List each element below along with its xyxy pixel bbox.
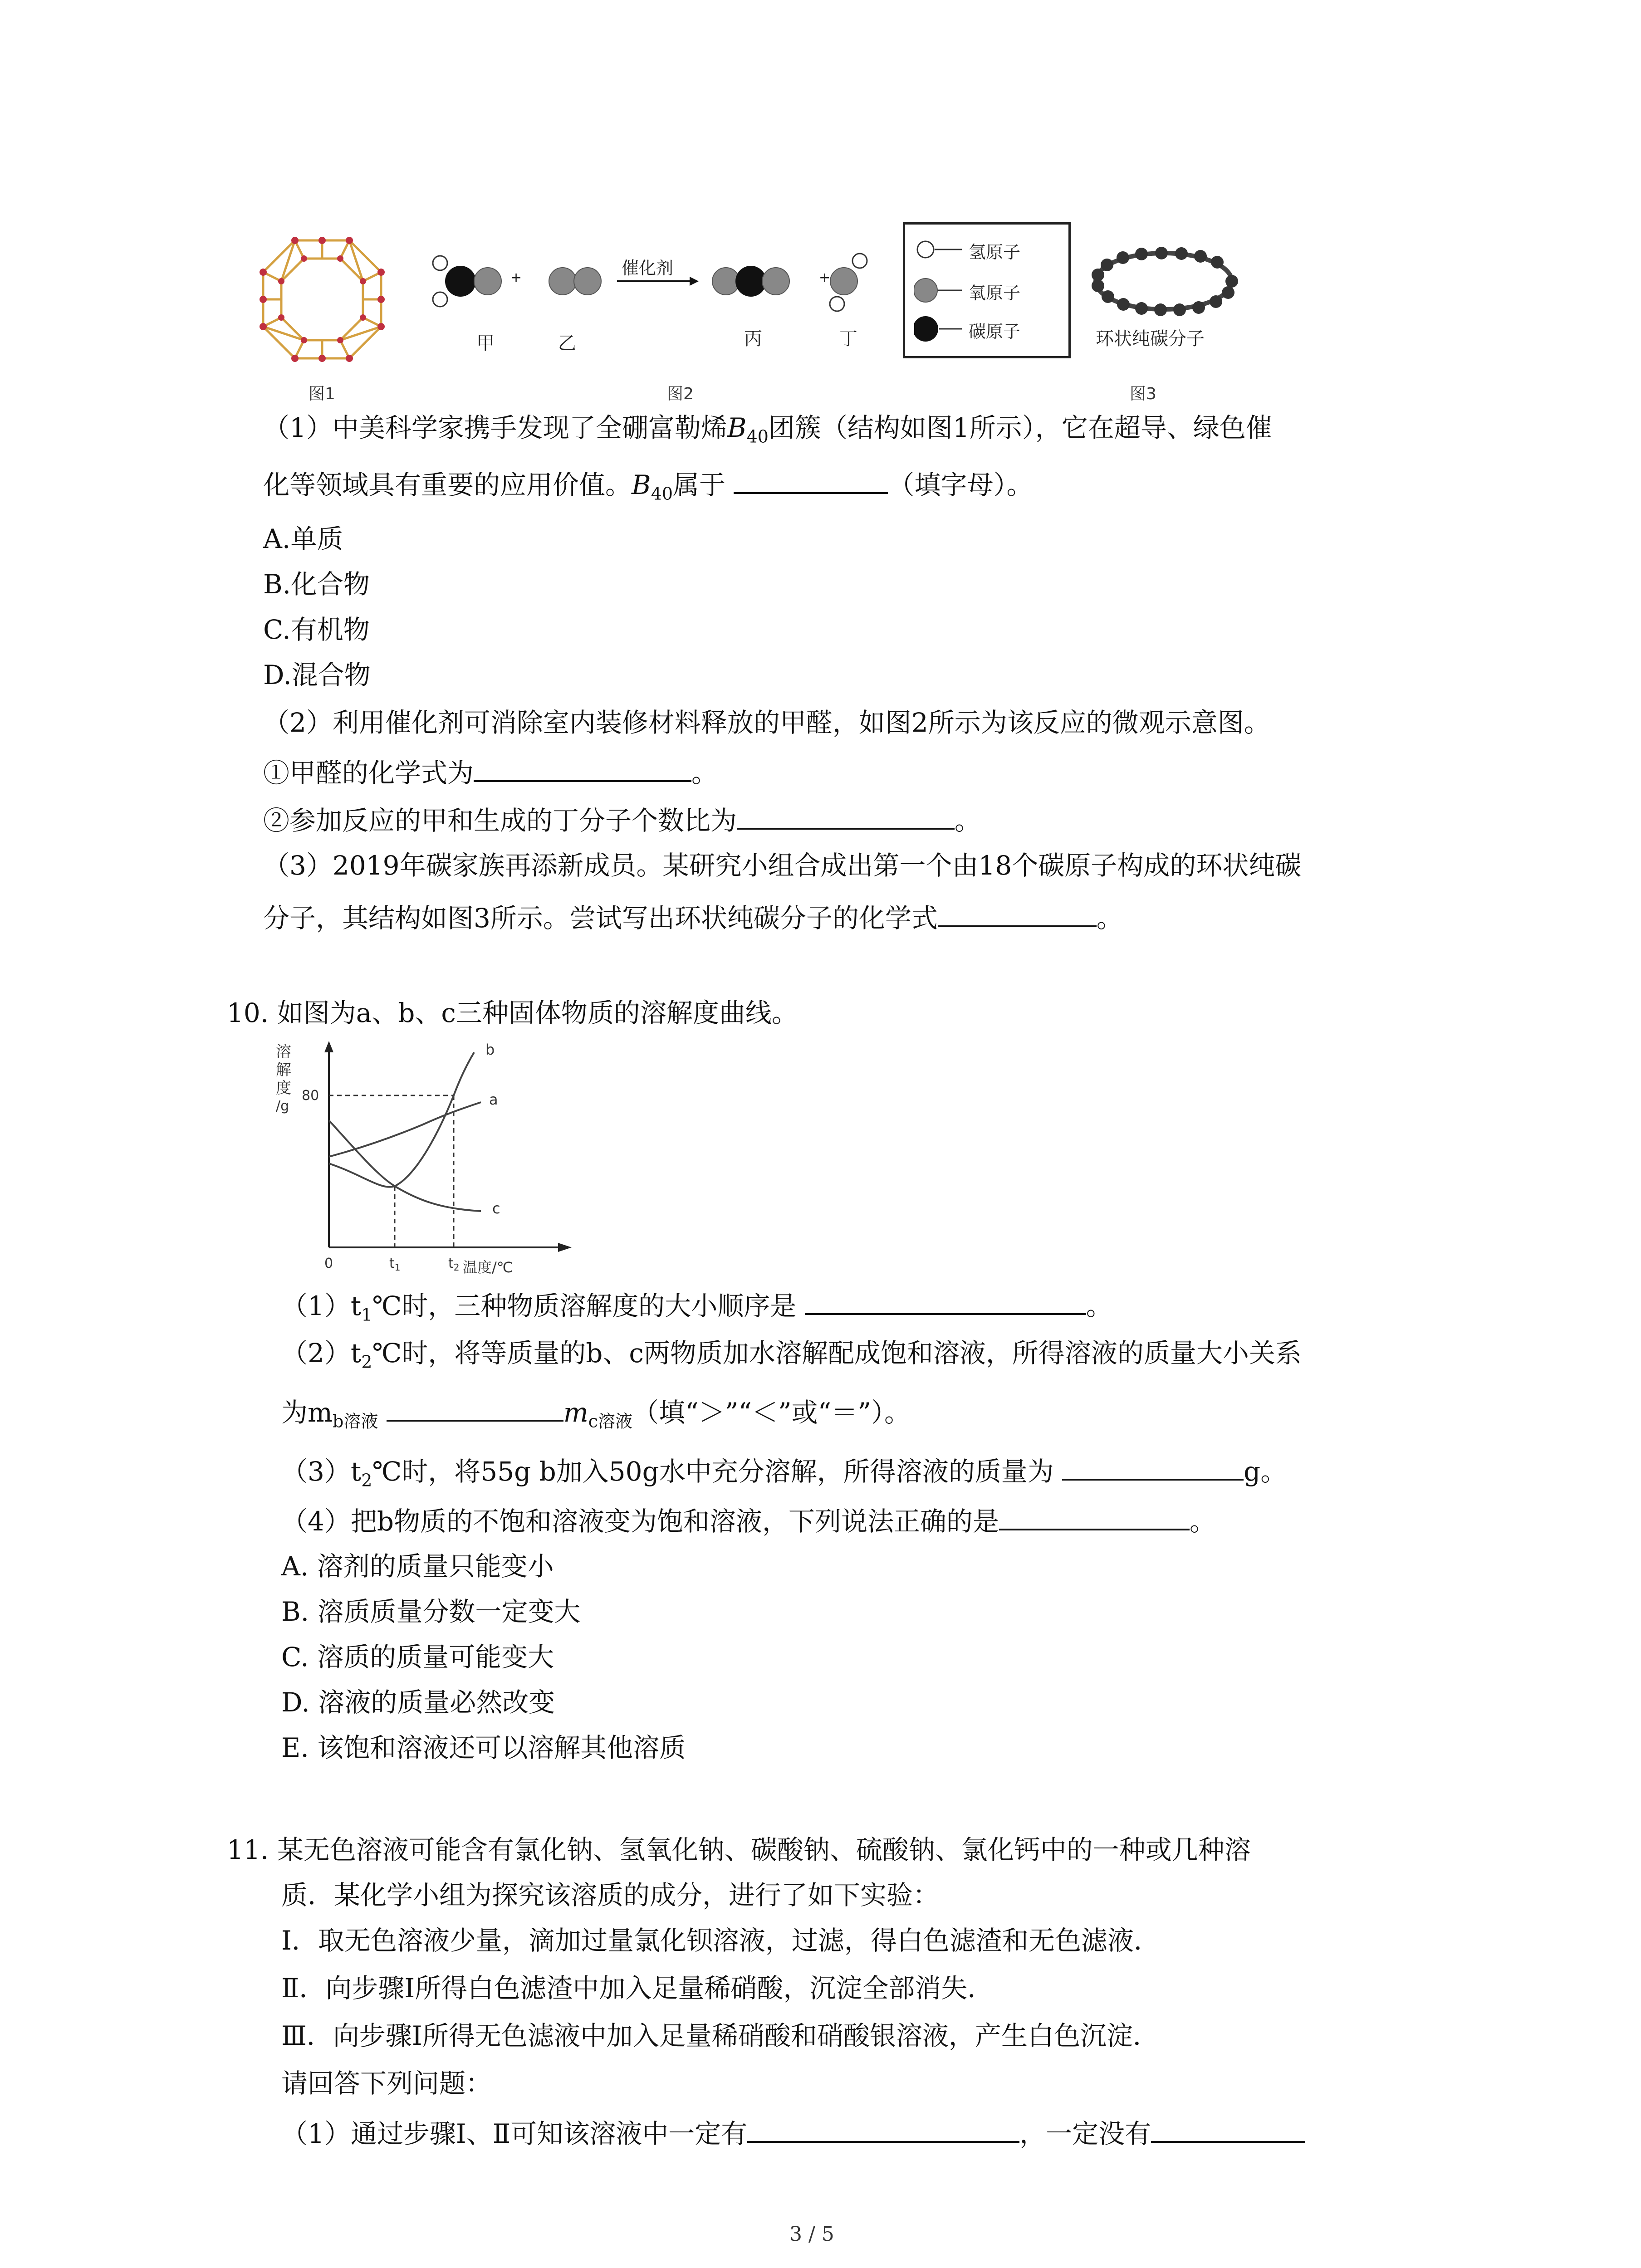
figure-row xyxy=(254,213,1307,408)
answer-blank-q9-3[interactable] xyxy=(737,801,955,830)
q10-p2-line1: $(2)t_2℃$时，将等质量的b、c两物质加水溶解配成饱和溶液，所得溶液的质量大小关系 xyxy=(281,1338,1302,1372)
answer-blank-q9-4[interactable] xyxy=(938,898,1097,927)
legend-oxygen: 氧原子 xyxy=(969,283,1021,303)
q9-p3-line1: （3）2019年碳家族再添新成员。某研究小组合成出第一个由18个碳原子构成的环状纯碳 xyxy=(263,850,1302,881)
answer-blank-q10-2[interactable] xyxy=(387,1393,563,1422)
catalyst-label: 催化剂 xyxy=(622,258,674,278)
y-tick-80: 80 xyxy=(302,1088,319,1104)
reaction-diagram xyxy=(426,240,962,336)
legend-carbon: 碳原子 xyxy=(969,322,1021,342)
legend-hydrogen: 氢原子 xyxy=(969,242,1021,262)
solubility-chart xyxy=(272,1039,581,1275)
q10-p4: （4）把b物质的不饱和溶液变为饱和溶液，下列说法正确的是 。 xyxy=(281,1501,1216,1539)
curve-b xyxy=(329,1052,474,1187)
label-jia: 甲 xyxy=(476,333,495,354)
x-axis-label: 温度/℃ xyxy=(463,1259,513,1275)
q9-option-a: A.单质 xyxy=(263,523,343,554)
q9-p1-line1: （1）中美科学家携手发现了全硼富勒烯$B_{40}$团簇（结构如图1所示），它在超导、绿色催 xyxy=(263,412,1272,447)
q10-p3: $(3)t_2℃$时，将55g b加入50g水中充分溶解，所得溶液的质量为 g。 xyxy=(281,1452,1287,1498)
figure-2-caption: 图2 xyxy=(667,385,694,403)
x-tick-t1: $t_1$ xyxy=(389,1256,401,1273)
answer-blank-q9-2[interactable] xyxy=(474,753,691,782)
q9-p2-1: ①甲醛的化学式为 。 xyxy=(263,753,718,790)
figure-3-caption: 图3 xyxy=(1130,385,1156,403)
plus-sign-1: + xyxy=(510,270,522,286)
page-number: 3 / 5 xyxy=(789,2223,834,2246)
curve-c xyxy=(329,1120,481,1211)
q10-intro: 10. 如图为a、b、c三种固体物质的溶解度曲线。 xyxy=(227,997,798,1028)
q10-p1: $(1)t_1℃$时，三种物质溶解度的大小顺序是 。 xyxy=(281,1286,1112,1332)
y-axis-label: 溶 xyxy=(276,1043,291,1061)
ring-label: 环状纯碳分子 xyxy=(1096,328,1205,349)
answer-blank-q11-2[interactable] xyxy=(1151,2114,1305,2143)
label-b: b xyxy=(485,1041,495,1058)
atom-legend xyxy=(903,222,1071,358)
q10-p2-line2: 为$m_{b溶液}$ $m_{c溶液}$（填“＞”“＜”或“＝”）。 xyxy=(281,1393,911,1439)
q9-p2: （2）利用催化剂可消除室内装修材料释放的甲醛，如图2所示为该反应的微观示意图。 xyxy=(263,707,1270,738)
q10-option-d: D. 溶液的质量必然改变 xyxy=(281,1687,555,1718)
plus-sign-2: + xyxy=(819,270,831,286)
q11-step2: Ⅱ．向步骤Ⅰ所得白色滤渣中加入足量稀硝酸，沉淀全部消失． xyxy=(281,1973,994,2004)
q9-p2-2: ②参加反应的甲和生成的丁分子个数比为 。 xyxy=(263,801,981,838)
answer-blank-q11-1[interactable] xyxy=(747,2114,1019,2143)
q10-option-a: A. 溶剂的质量只能变小 xyxy=(281,1551,554,1582)
x-tick-0: 0 xyxy=(324,1256,333,1271)
q10-option-b: B. 溶质质量分数一定变大 xyxy=(281,1596,581,1627)
answer-blank-q10-3[interactable] xyxy=(1062,1452,1244,1481)
q9-p3-line2: 分子，其结构如图3所示。尝试写出环状纯碳分子的化学式 。 xyxy=(263,898,1123,935)
q9-option-c: C.有机物 xyxy=(263,614,370,645)
label-yi: 乙 xyxy=(558,333,576,354)
boron-fullerene-figure xyxy=(254,231,390,367)
q9-p1-line2: 化等领域具有重要的应用价值。$B_{40}$属于 （填字母）。 xyxy=(263,465,1033,511)
q11-step3: Ⅲ．向步骤Ⅰ所得无色滤液中加入足量稀硝酸和硝酸银溶液，产生白色沉淀． xyxy=(281,2020,1159,2051)
label-c: c xyxy=(492,1200,500,1217)
svg-text:度: 度 xyxy=(276,1079,291,1097)
svg-text:解: 解 xyxy=(276,1061,291,1079)
label-ding: 丁 xyxy=(839,328,857,349)
q11-line2: 质．某化学小组为探究该溶质的成分，进行了如下实验： xyxy=(281,1880,940,1911)
svg-text:/g: /g xyxy=(276,1098,289,1114)
q11-line1: 11. 某无色溶液可能含有氯化钠、氢氧化钠、碳酸钠、硫酸钠、氯化钙中的一种或几种溶 xyxy=(227,1834,1251,1865)
q9-option-d: D.混合物 xyxy=(263,660,371,690)
answer-blank-q9-1[interactable] xyxy=(734,465,888,494)
label-bing: 丙 xyxy=(744,328,762,349)
q10-option-e: E. 该饱和溶液还可以溶解其他溶质 xyxy=(281,1732,686,1763)
figure-1-caption: 图1 xyxy=(309,385,335,403)
q10-option-c: C. 溶质的质量可能变大 xyxy=(281,1642,554,1672)
q9-option-b: B.化合物 xyxy=(263,569,370,600)
q11-step1: Ⅰ．取无色溶液少量，滴加过量氯化钡溶液，过滤，得白色滤渣和无色滤液． xyxy=(281,1925,1160,1956)
q11-p1: （1）通过步骤Ⅰ、Ⅱ可知该溶液中一定有 ，一定没有 xyxy=(281,2114,1305,2151)
answer-blank-q10-4[interactable] xyxy=(999,1501,1190,1530)
answer-blank-q10-1[interactable] xyxy=(805,1286,1086,1315)
q11-ask: 请回答下列问题： xyxy=(281,2068,492,2099)
curve-a xyxy=(329,1102,481,1157)
label-a: a xyxy=(489,1091,498,1108)
x-tick-t2: $t_2$ xyxy=(448,1256,460,1273)
carbon-ring-figure xyxy=(1080,240,1248,322)
